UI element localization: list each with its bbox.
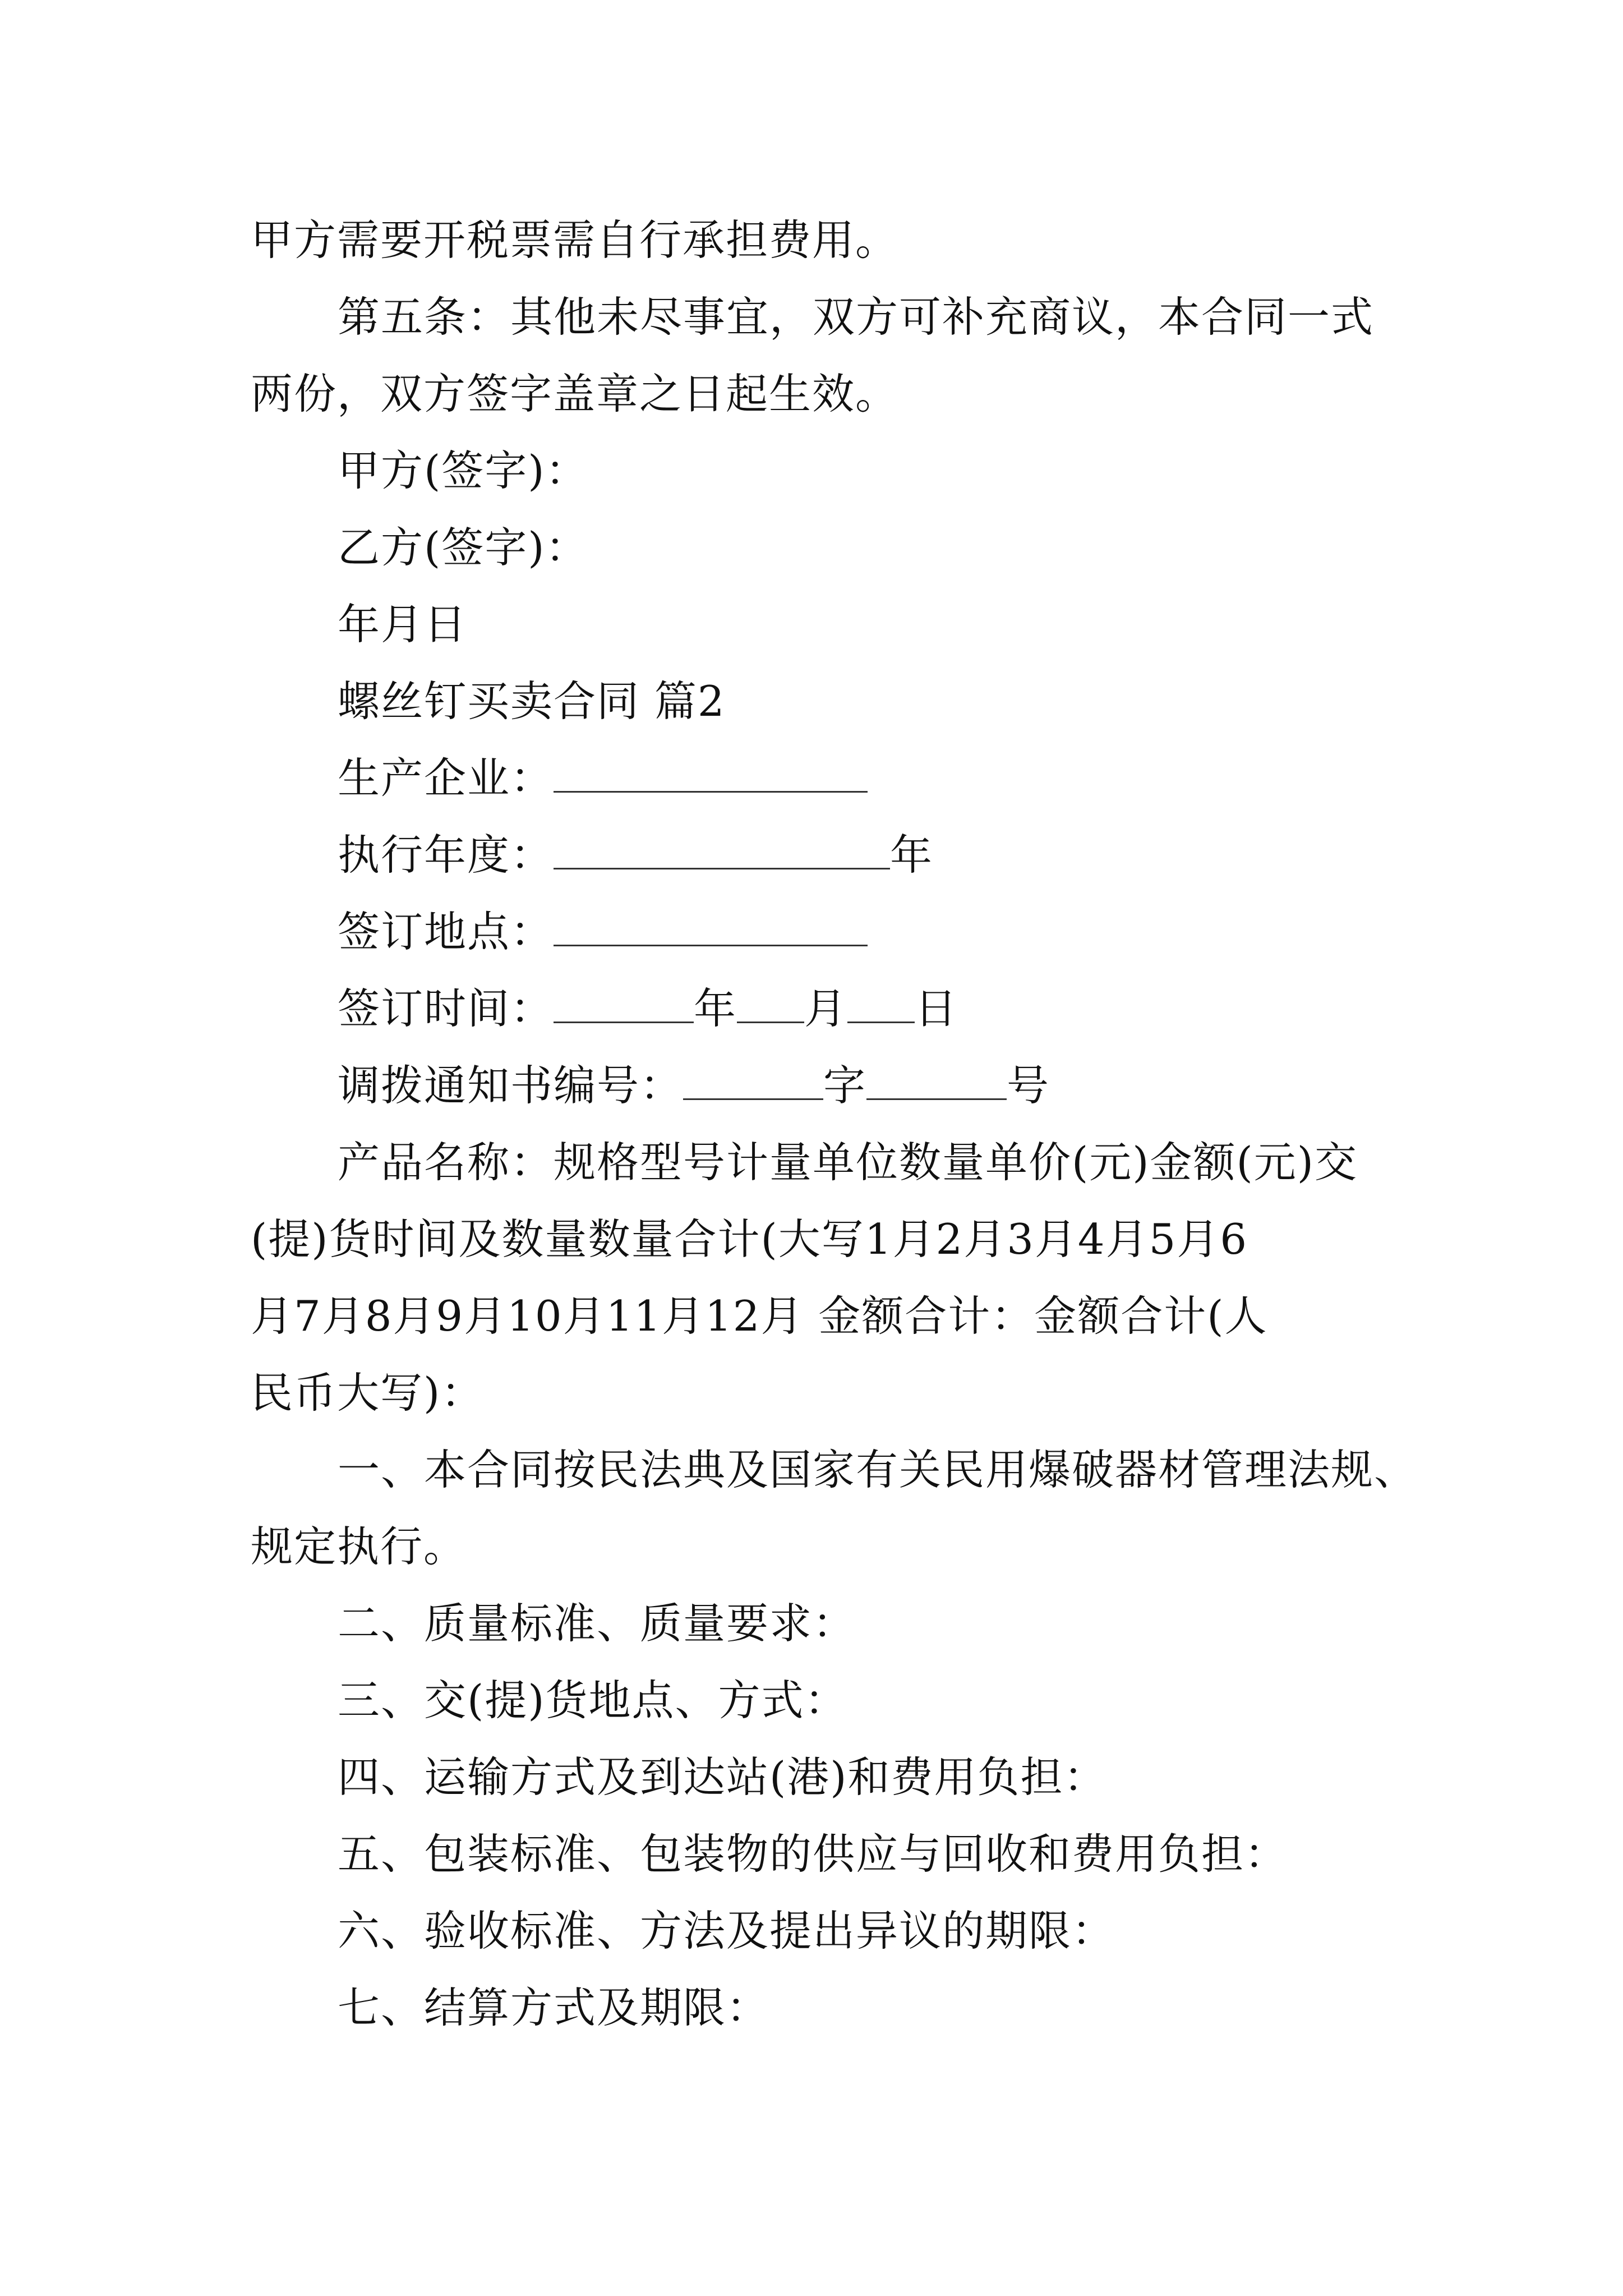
clause-three: 三、交(提)货地点、方式： — [338, 1676, 848, 1725]
signing-month-blank — [737, 982, 804, 1023]
signing-time-row — [251, 970, 1395, 1047]
signing-place-row — [251, 894, 1395, 970]
allocation-hao-blank — [866, 1059, 1007, 1100]
text-line-tax-invoice: 甲方需要开税票需自行承担费用。 — [251, 215, 899, 265]
signing-place-blank — [554, 905, 868, 946]
clause-four: 四、运输方式及到达站(港)和费用负担： — [338, 1752, 1107, 1802]
allocation-notice-row — [251, 1047, 1395, 1124]
signing-year-unit: 年 — [694, 984, 737, 1033]
signing-day-unit: 日 — [915, 984, 958, 1033]
signing-place-label: 签订地点： — [338, 907, 554, 956]
document-page — [251, 202, 1418, 2046]
allocation-hao: 号 — [1007, 1061, 1050, 1110]
signing-month-unit: 月 — [804, 984, 848, 1033]
party-b-signature: 乙方(签字)： — [338, 523, 589, 572]
article-five-line-2: 两份，双方签字盖章之日起生效。 — [251, 369, 899, 418]
clause-five: 五、包装标准、包装物的供应与回收和费用负担： — [338, 1829, 1288, 1879]
date-line: 年月日 — [338, 600, 468, 649]
execution-year-suffix: 年 — [890, 830, 934, 880]
product-name-line-2: (提)货时间及数量数量合计(大写1月2月3月4月5月6 — [251, 1214, 1248, 1264]
product-name-line-4: 民币大写)： — [251, 1368, 485, 1418]
allocation-zi-blank — [683, 1059, 823, 1100]
party-a-signature: 甲方(签字)： — [338, 446, 589, 495]
article-five-line-1: 第五条：其他未尽事宜，双方可补充商议，本合同一式 — [338, 292, 1375, 342]
allocation-zi: 字 — [823, 1061, 867, 1110]
clause-seven: 七、结算方式及期限： — [338, 1983, 770, 2032]
signing-time-label: 签订时间： — [338, 984, 554, 1033]
contract-section-title: 螺丝钉买卖合同 篇2 — [338, 677, 726, 726]
product-name-line-1: 产品名称：规格型号计量单位数量单价(元)金额(元)交 — [338, 1138, 1358, 1187]
allocation-notice-label: 调拨通知书编号： — [338, 1061, 684, 1110]
product-name-line-3: 月7月8月9月10月11月12月 金额合计：金额合计(人 — [251, 1291, 1268, 1341]
signing-day-blank — [847, 982, 915, 1023]
clause-six: 六、验收标准、方法及提出异议的期限： — [338, 1906, 1115, 1955]
clause-two: 二、质量标准、质量要求： — [338, 1599, 856, 1648]
production-company-blank — [554, 752, 868, 793]
execution-year-label: 执行年度： — [338, 830, 554, 880]
execution-year-blank — [554, 829, 890, 869]
execution-year-row — [251, 817, 1395, 894]
signing-year-blank — [554, 982, 694, 1023]
clause-one-line-1: 一、本合同按民法典及国家有关民用爆破器材管理法规、 — [338, 1445, 1418, 1494]
production-company-label: 生产企业： — [338, 753, 554, 803]
clause-one-line-2: 规定执行。 — [251, 1522, 467, 1571]
production-company-row — [251, 740, 1395, 817]
